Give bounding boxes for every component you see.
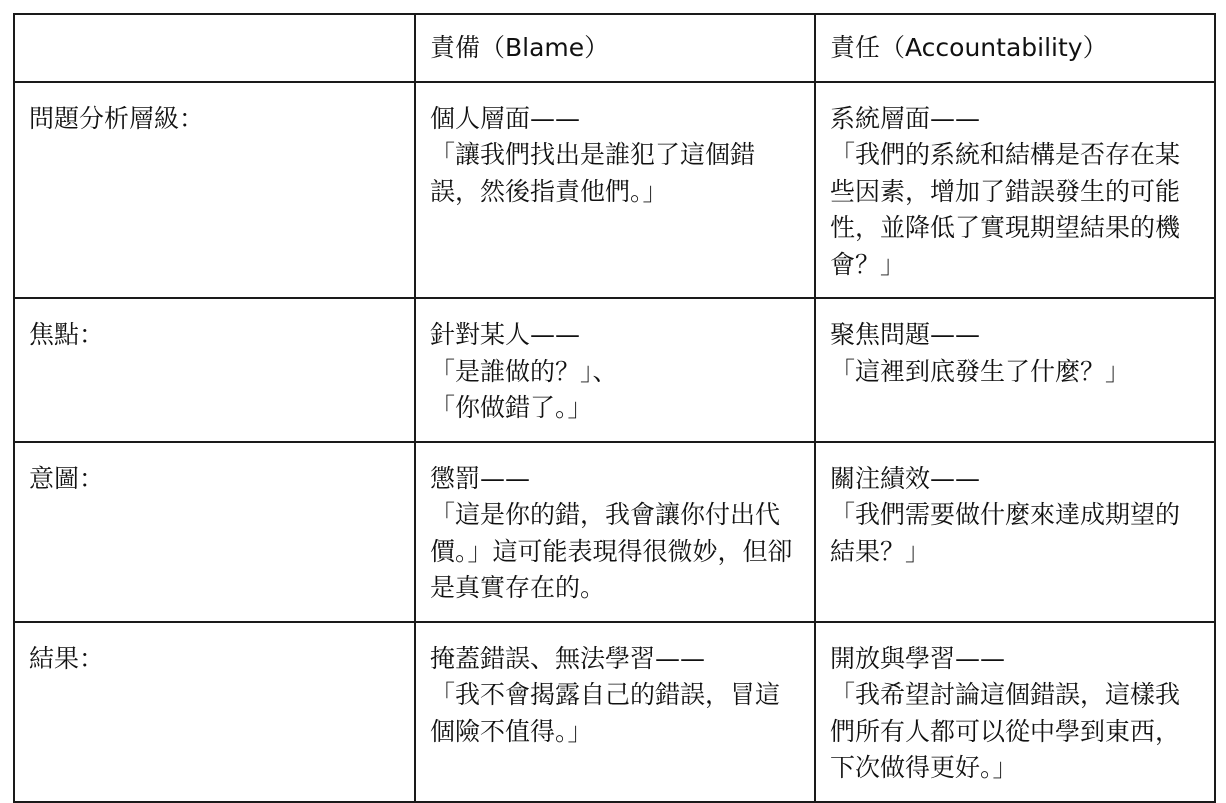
accountability-cell-intent <box>815 442 1215 622</box>
blame-quote: 「我不會揭露自己的錯誤，冒這個險不值得。」 <box>430 680 781 746</box>
blame-quote-second: 「你做錯了。」 <box>430 393 593 422</box>
blame-cell-focus <box>415 298 815 442</box>
accountability-quote: 「這裡到底發生了什麼？」 <box>830 356 1131 386</box>
blame-quote: 「這是你的錯，我會讓你付出代價。」這可能表現得很微妙，但卻是真實存在的。 <box>430 500 793 602</box>
header-corner-cell <box>14 14 415 82</box>
accountability-title: 關注績效—— <box>830 463 981 493</box>
accountability-title: 系統層面—— <box>830 103 981 133</box>
accountability-cell-focus <box>815 298 1215 442</box>
blame-quote: 「是誰做的？」、 <box>430 356 618 386</box>
row-label-intent: 意圖： <box>14 442 415 622</box>
blame-cell-analysis-level <box>415 82 815 299</box>
accountability-quote: 「我希望討論這個錯誤，這樣我們所有人都可以從中學到東西，下次做得更好。」 <box>830 680 1181 782</box>
header-row <box>14 14 1215 82</box>
accountability-cell-result <box>815 622 1215 802</box>
table-row-intent <box>14 442 1215 622</box>
accountability-quote: 「我們的系統和結構是否存在某些因素，增加了錯誤發生的可能性，並降低了實現期望結果的機會？」 <box>830 140 1181 279</box>
blame-title: 針對某人—— <box>430 320 581 349</box>
accountability-cell-analysis-level <box>815 82 1215 299</box>
table-row-result <box>14 622 1215 802</box>
blame-cell-intent <box>415 442 815 622</box>
accountability-quote: 「我們需要做什麼來達成期望的結果？」 <box>830 500 1181 566</box>
row-label-analysis-level: 問題分析層級： <box>14 82 415 299</box>
row-label-result: 結果： <box>14 622 415 802</box>
accountability-title: 開放與學習—— <box>830 643 1006 673</box>
blame-title: 個人層面—— <box>430 103 581 133</box>
header-blame: 責備（Blame） <box>415 14 815 82</box>
blame-cell-result <box>415 622 815 802</box>
blame-title: 掩蓋錯誤、無法學習—— <box>430 643 706 673</box>
table-row-analysis-level <box>14 82 1215 299</box>
blame-title: 懲罰—— <box>430 463 531 493</box>
blame-vs-accountability-table <box>13 13 1216 803</box>
header-accountability: 責任（Accountability） <box>815 14 1215 82</box>
blame-quote: 「讓我們找出是誰犯了這個錯誤，然後指責他們。」 <box>430 140 756 206</box>
row-label-focus: 焦點： <box>14 298 415 442</box>
accountability-title: 聚焦問題—— <box>830 320 981 349</box>
table-row-focus <box>14 298 1215 442</box>
